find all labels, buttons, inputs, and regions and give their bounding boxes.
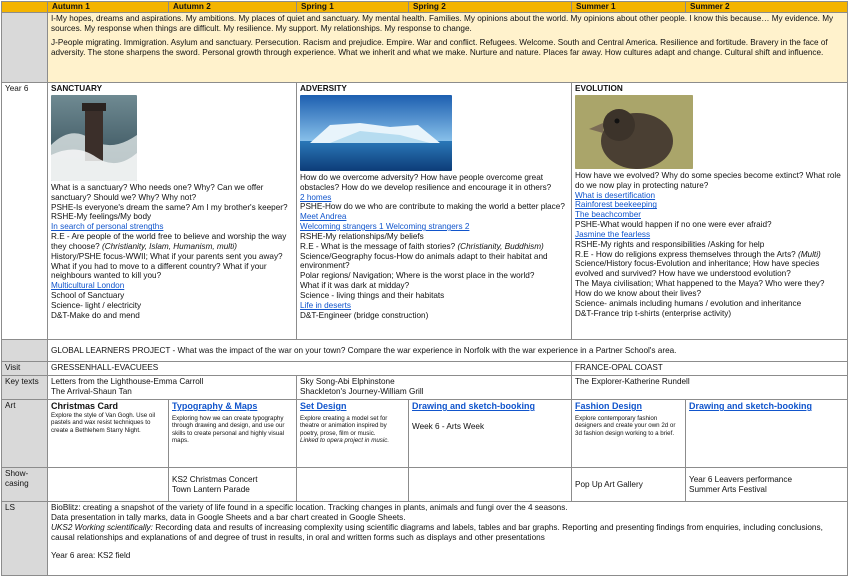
art-summer-2 xyxy=(686,400,848,468)
art-autumn-1 xyxy=(48,400,169,468)
art-fashion-desc: Explore contemporary fashion designers and create your own 2d or 3d fashion design working to a brief. xyxy=(575,414,676,437)
adversity-title: ADVERSITY xyxy=(300,84,347,93)
sanctuary-line xyxy=(51,252,293,282)
adversity-line-text: How do we overcome adversity? How have people overcome great obstacles? How do we develop resilience and encourage it in others? xyxy=(300,172,552,192)
art-christmas-card-title: Christmas Card xyxy=(51,401,119,411)
header-autumn-1: Autumn 1 xyxy=(48,2,169,13)
global-row xyxy=(2,340,848,362)
adversity-line-text: PSHE-How do we who are contribute to making the world a better place? xyxy=(300,202,565,212)
showcase-arts-festival: Summer Arts Festival xyxy=(689,484,767,494)
year6-row xyxy=(2,83,848,340)
lighthouse-image xyxy=(51,95,137,181)
adversity-line-text[interactable]: Life in deserts xyxy=(300,300,351,310)
showcase-christmas-concert: KS2 Christmas Concert xyxy=(172,474,258,484)
adversity-line-text: R.E - What is the message of faith stories? xyxy=(300,241,458,251)
evolution-line-text: Science/History focus-Evolution and inheritance; How have species evolved and survived? How have we understood evolution? xyxy=(575,259,820,279)
header-summer-1: Summer 1 xyxy=(572,2,686,13)
showcase-autumn-1 xyxy=(48,468,169,502)
evolution-line-text: How have we evolved? Why do some species become extinct? What role do we now play in protecting nature? xyxy=(575,170,841,190)
intro-line-j: J-People migrating. Immigration. Asylum and sanctuary. Persecution. Racism and prejudice. Empire. War and conflict. Refugees. Welcome. South and Central America. Resilience and fortitude. Bravery in the face of adversity. The stone sharpens the sword. Personal growth through experience. What we inherit and what we make. Nurture and nature. Places far away. How cultures adapt and change. Cultural shift and influence. xyxy=(51,37,828,57)
adversity-line[interactable] xyxy=(300,212,568,222)
art-spring-2 xyxy=(409,400,572,468)
ls-data: Data presentation in tally marks, data in Google Sheets and a bar chart created in Google Sheets. xyxy=(51,512,406,522)
header-summer-2: Summer 2 xyxy=(686,2,848,13)
adversity-line-text[interactable]: Welcoming strangers 1 Welcoming strangers 2 xyxy=(300,222,470,232)
sanctuary-line-text: What is a sanctuary? Who needs one? Why? Can we offer sanctuary? Should we? Why? Why not? xyxy=(51,182,264,202)
adversity-line-text: Science - living things and their habitats xyxy=(300,290,445,300)
intro-cell xyxy=(48,13,848,83)
keytext-spring-1: Sky Song-Abi Elphinstone xyxy=(300,377,395,386)
evolution-lines xyxy=(575,171,844,319)
sanctuary-line-text: RSHE-My feelings/My body xyxy=(51,212,152,222)
ls-uks2-label: UKS2 Working scientifically: xyxy=(51,522,153,532)
art-fashion-title[interactable]: Fashion Design xyxy=(575,401,643,411)
intro-row xyxy=(2,13,848,83)
keytext-spring-2: Shackleton's Journey-William Grill xyxy=(300,386,424,396)
art-drawing-summer-title[interactable]: Drawing and sketch-booking xyxy=(689,401,813,411)
sanctuary-line xyxy=(51,301,293,311)
showcase-spring-1 xyxy=(297,468,409,502)
global-label xyxy=(2,340,48,362)
evolution-line-text[interactable]: What is desertification xyxy=(575,190,656,200)
sanctuary-line xyxy=(51,212,293,222)
sanctuary-cell xyxy=(48,83,297,340)
adversity-line[interactable] xyxy=(300,301,568,311)
header-autumn-2: Autumn 2 xyxy=(169,2,297,13)
adversity-line-text: D&T-Engineer (bridge construction) xyxy=(300,310,429,320)
evolution-line xyxy=(575,289,844,299)
showcase-summer-1: Pop Up Art Gallery xyxy=(572,468,686,502)
evolution-line xyxy=(575,279,844,289)
adversity-line-text: What if it was dark at midday? xyxy=(300,281,410,291)
keytext-autumn-1: Letters from the Lighthouse-Emma Carroll xyxy=(51,377,204,386)
sanctuary-line-text: R.E - Are people of the world free to believe and worship the way they choose? xyxy=(51,232,287,251)
evolution-line-text: R.E - How do religions express themselves through the Arts? xyxy=(575,249,798,259)
year6-label: Year 6 xyxy=(2,83,48,340)
evolution-line xyxy=(575,220,844,230)
term-header-row xyxy=(2,2,848,13)
keytext-summer-1: The Explorer-Katherine Rundell xyxy=(575,377,690,386)
evolution-line-text: D&T-France trip t-shirts (enterprise activity) xyxy=(575,308,732,318)
art-typography-title[interactable]: Typography & Maps xyxy=(172,401,258,411)
sanctuary-line-italic: (Christianity, Islam, Humanism, multi) xyxy=(101,241,237,251)
art-set-design-desc: Explore creating a model set for theatre or animation inspired by poetry, prose, film or music. xyxy=(300,414,388,437)
evolution-line[interactable] xyxy=(575,230,844,240)
evolution-line[interactable] xyxy=(575,210,844,220)
ls-label: LS xyxy=(2,502,48,576)
ls-cell xyxy=(48,502,848,576)
evolution-line[interactable] xyxy=(575,200,844,210)
evolution-line-text[interactable]: Jasmine the fearless xyxy=(575,229,651,239)
art-autumn-2 xyxy=(169,400,297,468)
showcase-leavers: Year 6 Leavers performance xyxy=(689,474,793,484)
intro-label xyxy=(2,13,48,83)
evolution-line-italic: (Multi) xyxy=(798,249,821,259)
sanctuary-line-text: Science- light / electricity xyxy=(51,300,142,310)
adversity-line-text[interactable]: Meet Andrea xyxy=(300,212,347,222)
header-spring-2: Spring 2 xyxy=(409,2,572,13)
ls-row xyxy=(2,502,848,576)
evolution-line xyxy=(575,250,844,260)
adversity-cell xyxy=(297,83,572,340)
showcase-autumn-2 xyxy=(169,468,297,502)
sanctuary-line xyxy=(51,311,293,321)
adversity-line-text: Polar regions/ Navigation; Where is the worst place in the world? xyxy=(300,271,535,281)
showcasing-label: Show-casing xyxy=(2,468,48,502)
evolution-title: EVOLUTION xyxy=(575,84,623,93)
sanctuary-line xyxy=(51,232,293,252)
keytexts-autumn xyxy=(48,376,297,400)
showcase-summer-2 xyxy=(686,468,848,502)
visit-autumn: GRESSENHALL-EVACUEES xyxy=(48,362,572,376)
evolution-line xyxy=(575,240,844,250)
evolution-line-text[interactable]: The beachcomber xyxy=(575,210,641,220)
art-summer-1 xyxy=(572,400,686,468)
sanctuary-line xyxy=(51,291,293,301)
sanctuary-line[interactable] xyxy=(51,222,293,232)
adversity-line[interactable] xyxy=(300,193,568,203)
evolution-line[interactable] xyxy=(575,191,844,201)
header-spring-1: Spring 1 xyxy=(297,2,409,13)
keytexts-summer xyxy=(572,376,848,400)
sanctuary-line[interactable] xyxy=(51,281,293,291)
sanctuary-line xyxy=(51,203,293,213)
intro-line-i: I-My hopes, dreams and aspirations. My ambitions. My places of quiet and sanctuary. My mental health. Families. My opinions about the world. My opinions about other people. I know this because… My evidence. My sources. My response when things are difficult. My resilience. My support. My relationships. My response to change. xyxy=(51,14,834,33)
evolution-line xyxy=(575,299,844,309)
art-label: Art xyxy=(2,400,48,468)
adversity-line-italic: (Christianity, Buddhism) xyxy=(457,241,544,251)
art-christmas-card-desc: Explore the style of Van Gogh. Use oil pastels and wax resist techniques to create a Bethlehem Starry Night. xyxy=(51,411,156,434)
evolution-line-text: PSHE-What would happen if no one were ever afraid? xyxy=(575,220,772,230)
visit-row xyxy=(2,362,848,376)
adversity-line xyxy=(300,311,568,321)
sanctuary-line-text: PSHE-Is everyone's dream the same? Am I my brother's keeper? xyxy=(51,202,288,212)
art-typography-desc: Exploring how we can create typography through drawing and design, and use our skills to create personal and highly visual maps. xyxy=(172,414,285,445)
showcasing-row xyxy=(2,468,848,502)
curriculum-table xyxy=(1,1,848,576)
keytexts-label: Key texts xyxy=(2,376,48,400)
adversity-line-text: RSHE-My relationships/My beliefs xyxy=(300,231,424,241)
sanctuary-line-text: History/PSHE focus-WWII; What if your parents sent you away? What if you had to move to a different country? What if your neighbours wanted to kill you? xyxy=(51,251,283,281)
sanctuary-lines xyxy=(51,183,293,321)
adversity-line xyxy=(300,242,568,252)
sanctuary-title: SANCTUARY xyxy=(51,84,103,93)
sanctuary-line-text: D&T-Make do and mend xyxy=(51,310,140,320)
sanctuary-line-text[interactable]: In search of personal strengths xyxy=(51,222,164,232)
adversity-line-text[interactable]: 2 homes xyxy=(300,192,332,202)
adversity-line xyxy=(300,232,568,242)
art-drawing-spring-title[interactable]: Drawing and sketch-booking xyxy=(412,401,536,411)
showcase-spring-2 xyxy=(409,468,572,502)
evolution-line-text: The Maya civilisation; What happened to the Maya? Who were they? xyxy=(575,279,825,289)
adversity-line xyxy=(300,173,568,193)
adversity-line xyxy=(300,281,568,291)
sanctuary-line xyxy=(51,183,293,203)
finch-image xyxy=(575,95,693,169)
ls-bioblitz: BioBlitz: creating a snapshot of the variety of life found in a specific location. Tracking changes in plants, animals and fungi over the 4 seasons. xyxy=(51,503,568,512)
evolution-line-text: How do we know about their lives? xyxy=(575,288,702,298)
evolution-line-text: Science- animals including humans / evolution and inheritance xyxy=(575,298,802,308)
sanctuary-line-text: School of Sanctuary xyxy=(51,291,125,301)
keytext-autumn-2: The Arrival-Shaun Tan xyxy=(51,386,132,396)
evolution-cell xyxy=(572,83,848,340)
art-set-design-title[interactable]: Set Design xyxy=(300,401,347,411)
adversity-line-text: Science/Geography focus-How do animals adapt to their habitat and environment? xyxy=(300,251,548,271)
ls-uks2-text: Recording data and results of increasing complexity using scientific diagrams and labels, tables and bar graphs. Reporting and presenting findings from enquiries, including conclusions, causal relationships and explanations of and degree of trust in results, in oral and written forms such as displays and other presentations xyxy=(51,522,823,542)
adversity-line xyxy=(300,271,568,281)
ls-working-scientifically xyxy=(51,523,844,543)
sanctuary-line-text[interactable]: Multicultural London xyxy=(51,281,125,291)
evolution-line-text[interactable]: Rainforest beekeeping xyxy=(575,200,657,210)
header-corner xyxy=(2,2,48,13)
evolution-line xyxy=(575,171,844,191)
art-spring-1 xyxy=(297,400,409,468)
evolution-line-text: RSHE-My rights and responsibilities /Asking for help xyxy=(575,239,765,249)
showcase-lantern-parade: Town Lantern Parade xyxy=(172,484,250,494)
keytexts-spring xyxy=(297,376,572,400)
global-project: GLOBAL LEARNERS PROJECT - What was the impact of the war on your town? Compare the war experience in Norfolk with the war experience in a Partner School's area. xyxy=(48,340,848,362)
evolution-line xyxy=(575,309,844,319)
adversity-line[interactable] xyxy=(300,222,568,232)
adversity-line xyxy=(300,291,568,301)
visit-summer: FRANCE-OPAL COAST xyxy=(572,362,848,376)
iceberg-image xyxy=(300,95,452,171)
keytexts-row xyxy=(2,376,848,400)
art-set-design-note: Linked to opera project in music. xyxy=(300,437,390,445)
evolution-line xyxy=(575,259,844,279)
adversity-line xyxy=(300,252,568,272)
art-arts-week: Week 6 - Arts Week xyxy=(412,421,485,431)
visit-label: Visit xyxy=(2,362,48,376)
ls-area: Year 6 area: KS2 field xyxy=(51,551,131,561)
art-row xyxy=(2,400,848,468)
adversity-lines xyxy=(300,173,568,321)
adversity-line xyxy=(300,202,568,212)
